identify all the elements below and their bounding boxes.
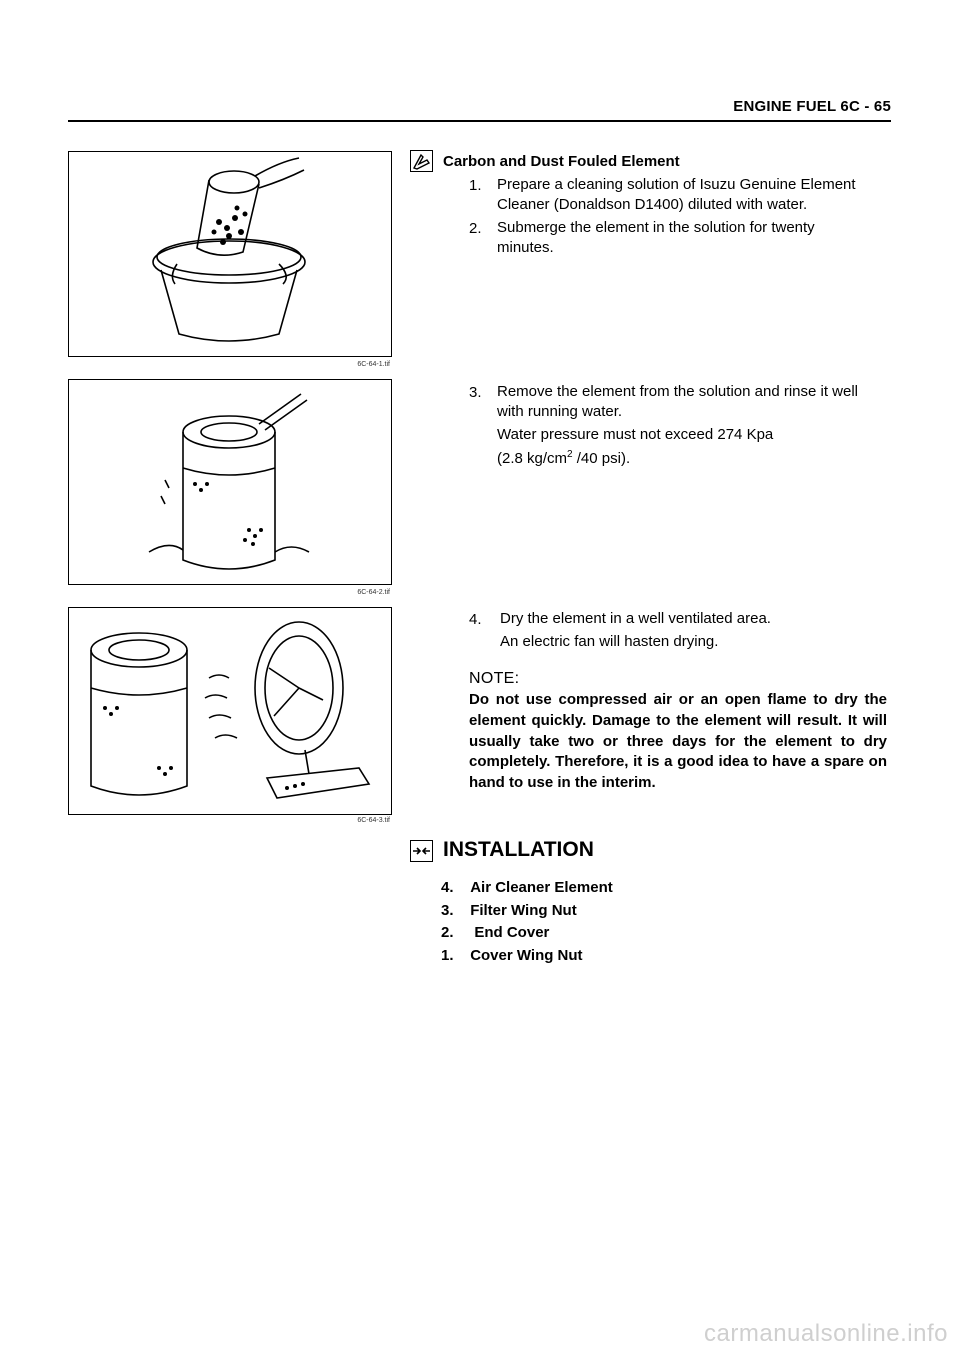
- figure-caption: 6C-64-1.tif: [357, 361, 390, 368]
- step-line: minutes.: [497, 239, 554, 256]
- figure-bucket-soak: [68, 151, 392, 357]
- header-rule: [68, 120, 891, 122]
- installation-icon: [410, 840, 433, 862]
- step-number: 3.: [469, 384, 482, 401]
- pressure-line-units: (2.8 $kg/cm^2$ /40 psi).: [497, 449, 631, 467]
- step-line: Submerge the element in the solution for twenty: [497, 219, 815, 236]
- installation-title: INSTALLATION: [443, 838, 594, 861]
- step-text: [497, 175, 856, 215]
- pressure-line: Water pressure must not exceed 274 Kpa: [497, 426, 774, 443]
- step-number: 2.: [469, 220, 482, 237]
- installation-item: 2. End Cover: [441, 924, 550, 941]
- step-number: 4.: [469, 611, 482, 628]
- figure-fan-dry: [68, 607, 392, 815]
- step-number: 1.: [469, 177, 482, 194]
- fan-dry-illustration: [69, 608, 391, 814]
- step-text: [497, 218, 815, 258]
- step-line: Prepare a cleaning solution of Isuzu Genuine Element: [497, 176, 856, 193]
- step-text: [497, 382, 858, 422]
- installation-item: 1. Cover Wing Nut: [441, 947, 583, 964]
- page-header: ENGINE FUEL 6C - 65: [733, 98, 891, 115]
- section-title: Carbon and Dust Fouled Element: [443, 153, 680, 170]
- bucket-soak-illustration: [69, 152, 391, 356]
- installation-item: 3. Filter Wing Nut: [441, 902, 577, 919]
- note-label: NOTE:: [469, 670, 520, 687]
- figure-rinse: [68, 379, 392, 585]
- figure-caption: 6C-64-2.tif: [357, 589, 390, 596]
- rinse-element-illustration: [69, 380, 391, 584]
- inspection-icon: [410, 150, 433, 172]
- watermark: carmanualsonline.info: [704, 1320, 948, 1347]
- figure-caption: 6C-64-3.tif: [357, 817, 390, 824]
- fan-note: An electric fan will hasten drying.: [500, 633, 719, 650]
- step-line: Remove the element from the solution and rinse it well: [497, 383, 859, 400]
- note-text: Do not use compressed air or an open flame to dry the element quickly. Damage to the element will result. It will usually take two or three days for the element to dry completely. Therefore, it is a good idea to have a spare on hand to use in the interim.: [469, 691, 887, 792]
- step-line: with running water.: [497, 403, 623, 420]
- installation-item: 4. Air Cleaner Element: [441, 879, 613, 896]
- step-line: Cleaner (Donaldson D1400) diluted with water.: [497, 196, 808, 213]
- step-text: Dry the element in a well ventilated area.: [500, 610, 771, 627]
